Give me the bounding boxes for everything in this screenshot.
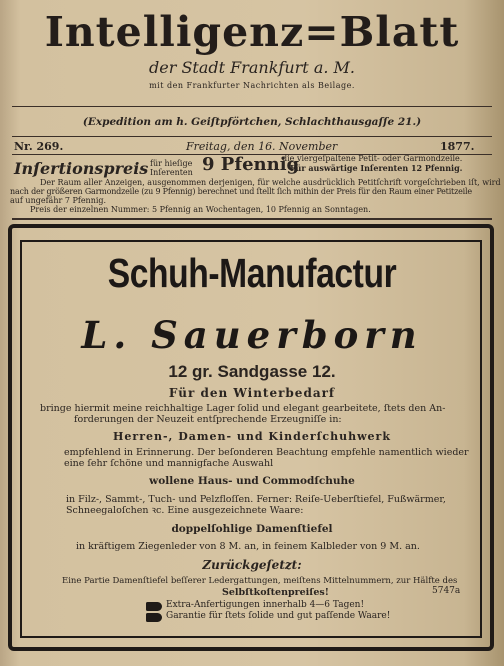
ad-heading-kinds: Herren-, Damen- und Kinderſchuhwerk: [113, 430, 391, 443]
ad-shop-name: L. Sauerborn: [81, 313, 423, 357]
price-local: für hieſige Inſerenten: [150, 159, 193, 177]
ad-text-line: in kräftigem Ziegenleder von 8 M. an, in feinem Kalbleder von 9 M. an.: [76, 541, 420, 552]
divider: [12, 136, 492, 137]
ad-reference-number: 5747a: [432, 586, 461, 596]
ad-address: 12 gr. Sandgasse 12.: [168, 362, 336, 381]
ad-heading-reduced: Zurückgeſetzt:: [202, 558, 302, 572]
price-note-3: auf ungefähr 7 Pfennig.: [10, 196, 107, 205]
divider: [12, 106, 492, 107]
price-amount: 9 Pfennig: [202, 154, 300, 175]
ad-text-line: Garantie für ſtets ſolide und gut paſſende Waare!: [166, 611, 391, 621]
price-per-line: die viergeſpaltene Petit- oder Garmondzeile.: [282, 154, 463, 163]
masthead-supplement: mit den Frankfurter Nachrichten als Beilage.: [149, 81, 355, 90]
issue-date: Freitag, den 16. November: [186, 140, 338, 153]
ad-text-line: eine ſehr ſchöne und mannigfache Auswahl: [64, 458, 274, 469]
pointing-hand-icon: [146, 613, 162, 622]
ad-text-line: forderungen der Neuzeit entſprechende Erzeugniſſe in:: [74, 414, 342, 425]
ad-text-line: Extra-Anfertigungen innerhalb 4—6 Tagen!: [166, 600, 365, 610]
ad-text-line: Schneegaloſchen ꝛc. Eine ausgezeichnete Waare:: [66, 505, 304, 516]
issue-number: Nr. 269.: [14, 140, 64, 153]
ad-text-line: Eine Partie Damenſtiefel beſſerer Ledergattungen, meiſtens Mittelnummern, zur Hälfte des: [62, 576, 458, 586]
ad-text-line: Selbſtkoſtenpreiſes!: [222, 587, 329, 598]
ad-title: Schuh-Manufactur: [107, 250, 397, 296]
pointing-hand-icon: [146, 602, 162, 611]
ad-text-line: empfehlend in Erinnerung. Der beſonderen Beachtung empfehle namentlich wieder: [64, 447, 469, 458]
price-label: Inſertionspreis: [14, 159, 149, 178]
masthead-title: Intelligenz=Blatt: [44, 8, 460, 56]
ad-heading-winter: Für den Winterbedarf: [168, 386, 336, 400]
price-foreign: Für auswärtige Inſerenten 12 Pfennig.: [290, 163, 463, 173]
ad-text-line: bringe hiermit meine reichhaltige Lager ſolid und elegant gearbeitete, ſtets den An-: [40, 403, 446, 414]
divider: [12, 218, 492, 220]
ad-heading-boots: doppelſohlige Damenſtiefel: [171, 523, 333, 535]
price-single-issue: Preis der einzelnen Nummer: 5 Pfennig an Wochentagen, 10 Pfennig an Sonntagen.: [30, 205, 371, 214]
price-note-2: nach der größeren Garmondzeile (zu 9 Pfennig) berechnet und ſtellt ſich mithin der Preis für den Raum einer Petitzeile: [10, 187, 472, 196]
ad-heading-house: wollene Haus- und Commodſchuhe: [149, 475, 355, 487]
masthead-city: der Stadt Frankfurt a. M.: [149, 58, 355, 77]
ad-text-line: in Filz-, Sammt-, Tuch- und Pelzfloſſen. Ferner: Reiſe-Ueberſtiefel, Fußwärmer,: [66, 494, 446, 505]
price-note-1: Der Raum aller Anzeigen, ausgenommen derjenigen, für welche ausdrücklich Petitſchrift vorgeſchrieben iſt, wird: [40, 178, 501, 187]
issue-year: 1877.: [440, 140, 475, 153]
masthead-expedition: (Expedition am h. Geiſtpförtchen, Schlachthausgaſſe 21.): [82, 116, 422, 128]
